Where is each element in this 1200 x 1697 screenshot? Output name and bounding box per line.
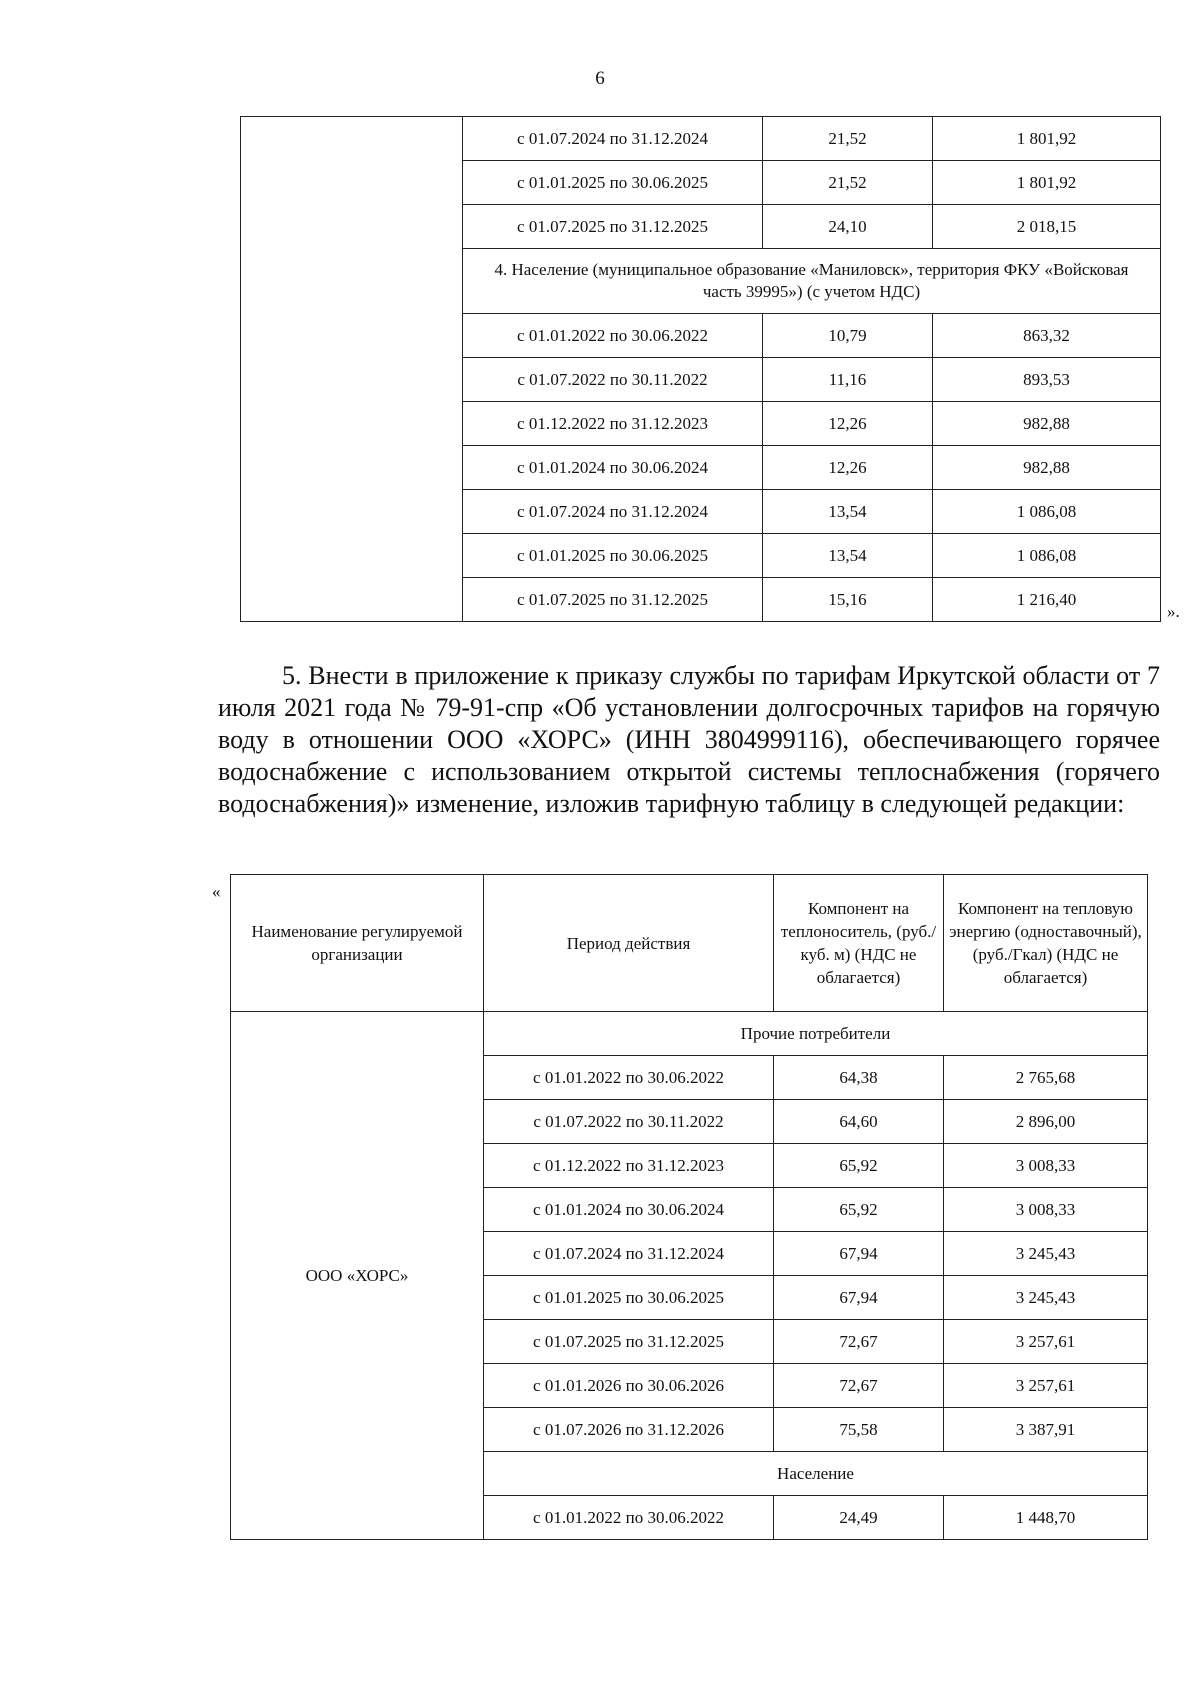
value-cell: 67,94 [774, 1232, 944, 1276]
paragraph-text: 5. Внести в приложение к приказу службы по тарифам Иркутской области от 7 июля 2021 года № 79-91-спр «Об установлении долгосрочных тарифов на горячую воду в отношении ООО «ХОРС» (ИНН 3804999116), обеспечивающего горячее водоснабжение с использованием открытой системы теплоснабжения (горячего водоснабжения)» изменение, изложив тарифную таблицу в следующей редакции: [218, 661, 1160, 818]
value-cell: 11,16 [763, 358, 933, 402]
period-cell: с 01.07.2025 по 31.12.2025 [463, 578, 763, 622]
period-cell: с 01.01.2025 по 30.06.2025 [463, 161, 763, 205]
value-cell: 893,53 [933, 358, 1161, 402]
period-cell: с 01.01.2025 по 30.06.2025 [484, 1276, 774, 1320]
header-row [231, 875, 1148, 1012]
value-cell: 24,49 [774, 1496, 944, 1540]
period-cell: с 01.07.2026 по 31.12.2026 [484, 1408, 774, 1452]
org-name-cell: ООО «ХОРС» [231, 1012, 484, 1540]
value-cell: 67,94 [774, 1276, 944, 1320]
value-cell: 21,52 [763, 117, 933, 161]
period-cell: с 01.07.2024 по 31.12.2024 [463, 490, 763, 534]
value-cell: 65,92 [774, 1144, 944, 1188]
value-cell: 1 801,92 [933, 161, 1161, 205]
value-cell: 2 018,15 [933, 205, 1161, 249]
value-cell: 15,16 [763, 578, 933, 622]
value-cell: 863,32 [933, 314, 1161, 358]
org-cell-empty [241, 117, 463, 622]
period-cell: с 01.12.2022 по 31.12.2023 [484, 1144, 774, 1188]
value-cell: 21,52 [763, 161, 933, 205]
table-row [241, 117, 1161, 161]
value-cell: 65,92 [774, 1188, 944, 1232]
value-cell: 10,79 [763, 314, 933, 358]
opening-quote-mark: « [212, 882, 221, 901]
value-cell: 12,26 [763, 402, 933, 446]
period-cell: с 01.01.2022 по 30.06.2022 [484, 1496, 774, 1540]
period-cell: с 01.07.2025 по 31.12.2025 [484, 1320, 774, 1364]
period-cell: с 01.12.2022 по 31.12.2023 [463, 402, 763, 446]
value-cell: 1 801,92 [933, 117, 1161, 161]
value-cell: 1 216,40 [933, 578, 1161, 622]
section-title: 4. Население (муниципальное образование «Маниловск», территория ФКУ «Войсковая часть 39995») (с учетом НДС) [463, 249, 1161, 314]
closing-quote-mark: ». [1167, 602, 1180, 621]
tariff-table-continued [240, 116, 1161, 622]
page-number: 6 [595, 68, 605, 89]
value-cell: 1 086,08 [933, 490, 1161, 534]
value-cell: 2 896,00 [944, 1100, 1148, 1144]
value-cell: 3 257,61 [944, 1364, 1148, 1408]
tariff-table-hors [230, 874, 1148, 1540]
value-cell: 72,67 [774, 1364, 944, 1408]
value-cell: 3 008,33 [944, 1144, 1148, 1188]
period-cell: с 01.01.2024 по 30.06.2024 [463, 446, 763, 490]
period-cell: с 01.01.2022 по 30.06.2022 [484, 1056, 774, 1100]
period-cell: с 01.07.2022 по 30.11.2022 [463, 358, 763, 402]
header-period: Период действия [484, 875, 774, 1012]
header-component-heat-energy: Компонент на тепловую энергию (одноставочный), (руб./Гкал) (НДС не облагается) [944, 875, 1148, 1012]
period-cell: с 01.07.2024 по 31.12.2024 [484, 1232, 774, 1276]
period-cell: с 01.01.2025 по 30.06.2025 [463, 534, 763, 578]
period-cell: с 01.07.2024 по 31.12.2024 [463, 117, 763, 161]
value-cell: 982,88 [933, 446, 1161, 490]
section-title: Прочие потребители [484, 1012, 1148, 1056]
value-cell: 1 086,08 [933, 534, 1161, 578]
value-cell: 64,60 [774, 1100, 944, 1144]
period-cell: с 01.01.2024 по 30.06.2024 [484, 1188, 774, 1232]
header-component-heat-carrier: Компонент на теплоноситель, (руб./куб. м) (НДС не облагается) [774, 875, 944, 1012]
value-cell: 75,58 [774, 1408, 944, 1452]
value-cell: 2 765,68 [944, 1056, 1148, 1100]
value-cell: 3 008,33 [944, 1188, 1148, 1232]
value-cell: 13,54 [763, 490, 933, 534]
period-cell: с 01.07.2022 по 30.11.2022 [484, 1100, 774, 1144]
value-cell: 72,67 [774, 1320, 944, 1364]
value-cell: 3 257,61 [944, 1320, 1148, 1364]
amendment-paragraph [218, 660, 1160, 820]
value-cell: 12,26 [763, 446, 933, 490]
value-cell: 3 245,43 [944, 1232, 1148, 1276]
header-org: Наименование регулируемой организации [231, 875, 484, 1012]
value-cell: 24,10 [763, 205, 933, 249]
period-cell: с 01.07.2025 по 31.12.2025 [463, 205, 763, 249]
value-cell: 3 387,91 [944, 1408, 1148, 1452]
value-cell: 1 448,70 [944, 1496, 1148, 1540]
value-cell: 3 245,43 [944, 1276, 1148, 1320]
period-cell: с 01.01.2026 по 30.06.2026 [484, 1364, 774, 1408]
section-row [231, 1012, 1148, 1056]
period-cell: с 01.01.2022 по 30.06.2022 [463, 314, 763, 358]
value-cell: 13,54 [763, 534, 933, 578]
value-cell: 64,38 [774, 1056, 944, 1100]
value-cell: 982,88 [933, 402, 1161, 446]
section-title: Население [484, 1452, 1148, 1496]
